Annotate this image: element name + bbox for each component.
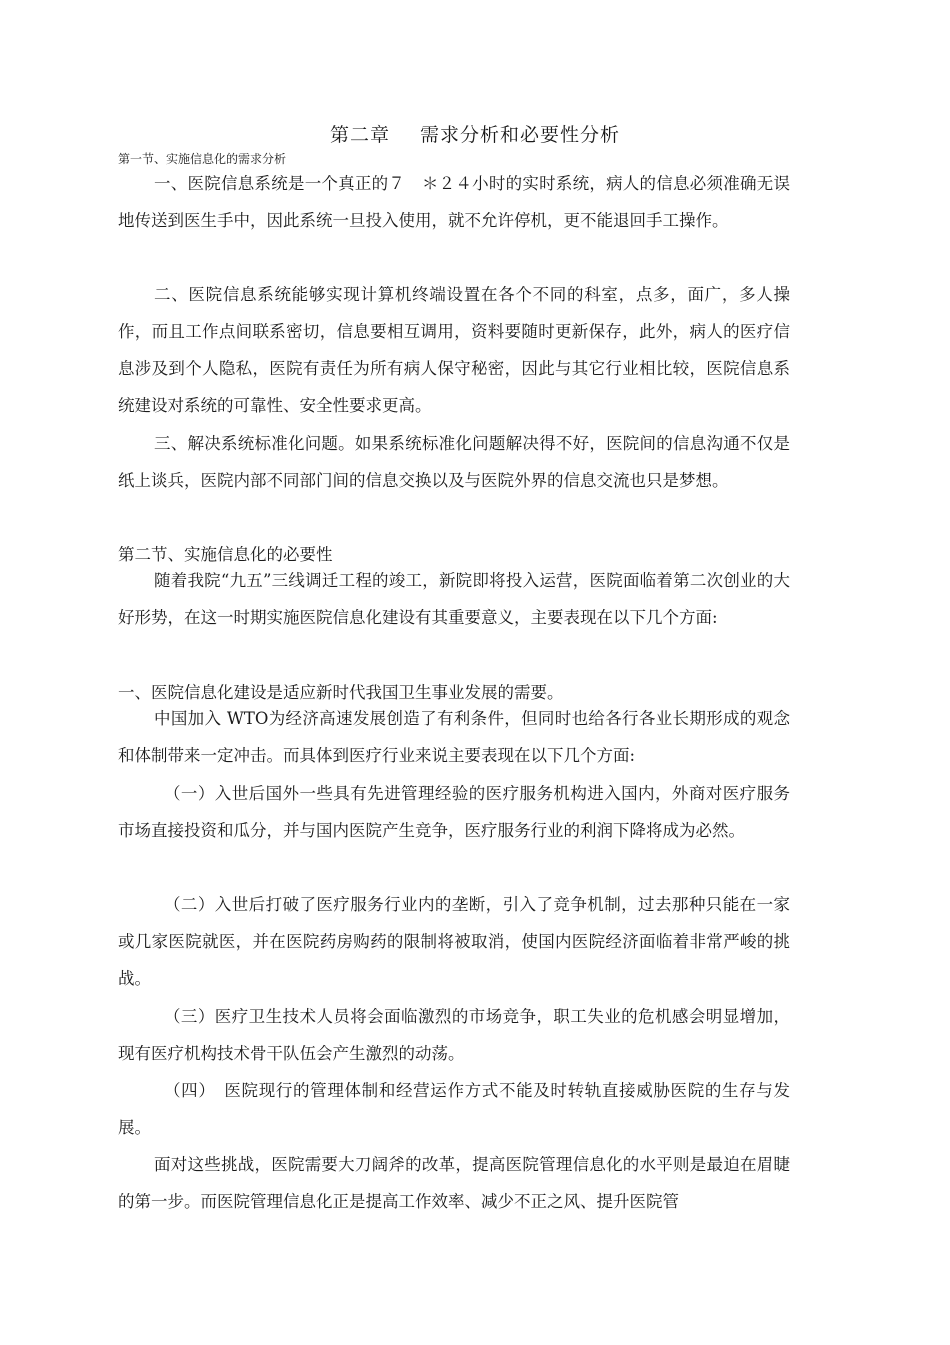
sub-point-1: （一）入世后国外一些具有先进管理经验的医疗服务机构进入国内，外商对医疗服务市场直接投资和瓜分，并与国内医院产生竞争，医疗服务行业的利润下降将成为必然。 <box>118 784 790 840</box>
chapter-title <box>0 120 950 147</box>
chapter-name: 需求分析和必要性分析 <box>420 124 621 146</box>
sub-point-3: （三）医疗卫生技术人员将会面临激烈的市场竞争，职工失业的危机感会明显增加，现有医疗机构技术骨干队伍会产生激烈的动荡。 <box>118 1007 790 1063</box>
closing-paragraph: 面对这些挑战，医院需要大刀阔斧的改革，提高医院管理信息化的水平则是最迫在眉睫的第一步。而医院管理信息化正是提高工作效率、减少不正之风、提升医院管 <box>118 1155 790 1211</box>
section1-paragraph-2: 二、医院信息系统能够实现计算机终端设置在各个不同的科室，点多，面广，多人操作，而且工作点间联系密切，信息要相互调用，资料要随时更新保存，此外，病人的医疗信息涉及到个人隐私，医院有责任为所有病人保守秘密，因此与其它行业相比较，医院信息系统建设对系统的可靠性、安全性要求更高。 <box>118 285 790 415</box>
sub-point-4: （四） 医院现行的管理体制和经营运作方式不能及时转轨直接威胁医院的生存与发展。 <box>118 1081 790 1137</box>
section2-heading: 第二节、实施信息化的必要性 <box>118 545 333 564</box>
chapter-number: 第二章 <box>329 124 390 146</box>
section1-heading: 第一节、实施信息化的需求分析 <box>118 152 287 166</box>
section2-item1-paragraph: 中国加入 WTO为经济高速发展创造了有利条件，但同时也给各行各业长期形成的观念和体制带来一定冲击。而具体到医疗行业来说主要表现在以下几个方面: <box>118 709 790 765</box>
section2-paragraph-1: 随着我院“九五”三线调迁工程的竣工，新院即将投入运营，医院面临着第二次创业的大好形势，在这一时期实施医院信息化建设有其重要意义，主要表现在以下几个方面: <box>118 571 790 627</box>
section2-item1-heading: 一、医院信息化建设是适应新时代我国卫生事业发展的需要。 <box>118 683 564 702</box>
sub-point-2: （二）入世后打破了医疗服务行业内的垄断，引入了竞争机制，过去那种只能在一家或几家医院就医，并在医院药房购药的限制将被取消，使国内医院经济面临着非常严峻的挑战。 <box>118 895 790 988</box>
section1-paragraph-3: 三、解决系统标准化问题。如果系统标准化问题解决得不好，医院间的信息沟通不仅是纸上谈兵，医院内部不同部门间的信息交换以及与医院外界的信息交流也只是梦想。 <box>118 434 790 490</box>
section1-paragraph-1: 一、医院信息系统是一个真正的７ ＊２４小时的实时系统，病人的信息必须准确无误地传送到医生手中，因此系统一旦投入使用，就不允许停机，更不能退回手工操作。 <box>118 174 790 230</box>
